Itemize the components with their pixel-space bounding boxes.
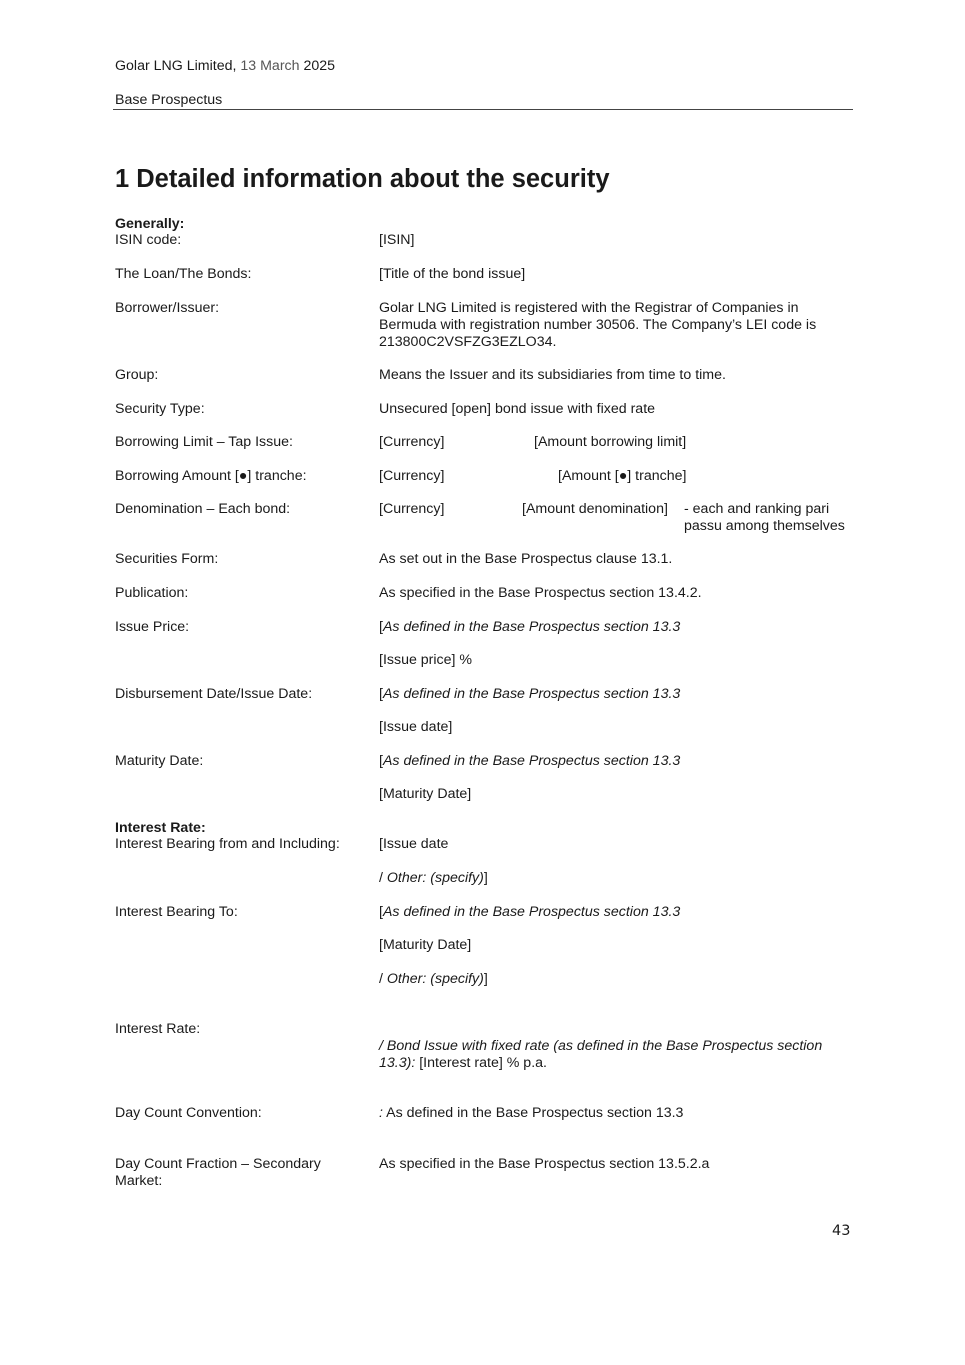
day-count-convention-value bbox=[379, 1105, 683, 1122]
publication-value: As specified in the Base Prospectus section 13.4.2. bbox=[379, 585, 702, 601]
issue-price-definition: As defined in the Base Prospectus section 13.3 bbox=[382, 619, 681, 635]
interest-from-close: ] bbox=[483, 870, 488, 886]
group-label: Group: bbox=[115, 367, 159, 383]
maturity-date-value-2: [Maturity Date] bbox=[379, 786, 472, 802]
header-line-1 bbox=[115, 58, 335, 75]
borrowing-amount-currency: [Currency] bbox=[379, 468, 445, 484]
security-type-value: Unsecured [open] bond issue with fixed rate bbox=[379, 401, 656, 417]
maturity-bracket: [ bbox=[379, 753, 383, 769]
isin-value: [ISIN] bbox=[379, 232, 415, 248]
page-title: 1 Detailed information about the security bbox=[115, 165, 610, 193]
interest-to-other: Other: (specify) bbox=[386, 971, 484, 987]
publication-label: Publication: bbox=[115, 585, 189, 601]
issuer-label: Borrower/Issuer: bbox=[115, 300, 220, 316]
denomination-note-line-2: passu among themselves bbox=[684, 518, 845, 534]
borrowing-limit-label: Borrowing Limit – Tap Issue: bbox=[115, 434, 293, 450]
interest-from-slash: / bbox=[379, 870, 387, 886]
day-count-convention-label: Day Count Convention: bbox=[115, 1105, 262, 1121]
company-name: Golar LNG Limited, bbox=[115, 58, 237, 74]
loan-value: [Title of the bond issue] bbox=[379, 266, 526, 282]
securities-form-value: As set out in the Base Prospectus clause 13.1. bbox=[379, 551, 673, 567]
loan-label: The Loan/The Bonds: bbox=[115, 266, 252, 282]
borrowing-limit-amount: [Amount borrowing limit] bbox=[534, 434, 687, 450]
interest-from-label: Interest Bearing from and Including: bbox=[115, 836, 340, 852]
section-heading-generally: Generally: bbox=[115, 216, 185, 232]
day-count-fraction-value: As specified in the Base Prospectus section 13.5.2.a bbox=[379, 1156, 710, 1172]
issue-price-value-1 bbox=[379, 619, 680, 636]
header-date: 13 March bbox=[240, 58, 300, 74]
interest-rate-amount: [Interest rate] % p.a. bbox=[415, 1055, 547, 1071]
borrowing-amount-label: Borrowing Amount [●] tranche: bbox=[115, 468, 307, 484]
group-value: Means the Issuer and its subsidiaries from time to time. bbox=[379, 367, 726, 383]
interest-from-value-1: [Issue date bbox=[379, 836, 449, 852]
day-count-fraction-label: Day Count Fraction – Secondary Market: bbox=[115, 1156, 321, 1189]
maturity-definition: As defined in the Base Prospectus section 13.3 bbox=[382, 753, 681, 769]
interest-rate-value bbox=[379, 1038, 854, 1072]
denomination-currency: [Currency] bbox=[379, 501, 445, 517]
issue-price-label: Issue Price: bbox=[115, 619, 190, 635]
interest-to-bracket: [ bbox=[379, 904, 383, 920]
interest-to-value-2: [Maturity Date] bbox=[379, 937, 472, 953]
interest-to-definition: As defined in the Base Prospectus section 13.3 bbox=[382, 904, 681, 920]
disbursement-date-label: Disbursement Date/Issue Date: bbox=[115, 686, 313, 702]
disbursement-date-value-2: [Issue date] bbox=[379, 719, 453, 735]
borrowing-amount-amount: [Amount [●] tranche] bbox=[558, 468, 687, 484]
disbursement-bracket: [ bbox=[379, 686, 383, 702]
isin-label: ISIN code: bbox=[115, 232, 182, 248]
interest-to-close: ] bbox=[483, 971, 488, 987]
security-type-label: Security Type: bbox=[115, 401, 205, 417]
denomination-label: Denomination – Each bond: bbox=[115, 501, 291, 517]
interest-to-slash: / bbox=[379, 971, 387, 987]
interest-from-value-2 bbox=[379, 870, 488, 887]
header-divider bbox=[113, 109, 853, 110]
interest-to-value-1 bbox=[379, 904, 680, 921]
issuer-value: Golar LNG Limited is registered with the Registrar of Companies in Bermuda with registration number 30506. The Company’s LEI code is 213800C2VSFZG3EZLO34. bbox=[379, 300, 817, 350]
day-count-colon: : bbox=[379, 1105, 383, 1121]
day-count-definition: As defined in the Base Prospectus section 13.3 bbox=[382, 1105, 684, 1121]
document-type: Base Prospectus bbox=[115, 92, 223, 108]
header-year: 2025 bbox=[303, 58, 336, 74]
interest-to-label: Interest Bearing To: bbox=[115, 904, 238, 920]
denomination-note-line-1: - each and ranking pari bbox=[684, 501, 830, 517]
section-heading-interest-rate: Interest Rate: bbox=[115, 820, 206, 836]
interest-rate-definition: / Bond Issue with fixed rate (as defined in the Base Prospectus section 13.3): bbox=[379, 1038, 823, 1071]
interest-to-value-3 bbox=[379, 971, 488, 988]
maturity-date-value-1 bbox=[379, 753, 680, 770]
borrowing-limit-currency: [Currency] bbox=[379, 434, 445, 450]
securities-form-label: Securities Form: bbox=[115, 551, 219, 567]
maturity-date-label: Maturity Date: bbox=[115, 753, 204, 769]
issue-price-value-2: [Issue price] % bbox=[379, 652, 473, 668]
issue-price-bracket: [ bbox=[379, 619, 383, 635]
interest-rate-label: Interest Rate: bbox=[115, 1021, 201, 1037]
denomination-amount: [Amount denomination] bbox=[522, 501, 668, 517]
disbursement-definition: As defined in the Base Prospectus section 13.3 bbox=[382, 686, 681, 702]
interest-from-other: Other: (specify) bbox=[386, 870, 484, 886]
disbursement-date-value-1 bbox=[379, 686, 680, 703]
page-number: 43 bbox=[832, 1223, 851, 1239]
